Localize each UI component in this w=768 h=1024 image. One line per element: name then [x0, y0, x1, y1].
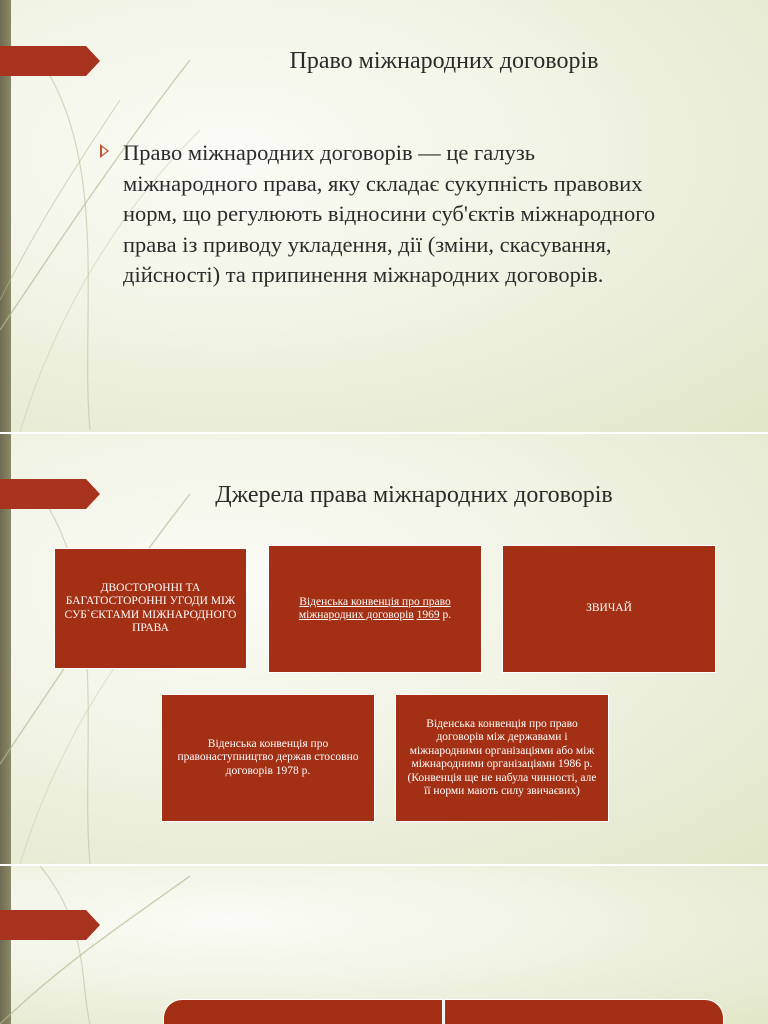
arrow-bullet-icon [100, 144, 109, 158]
source-box-custom-text: ЗВИЧАЙ [586, 602, 632, 615]
source-box-treaties-text: ДВОСТОРОННІ ТА БАГАТОСТОРОННІ УГОДИ МІЖ СУБ`ЄКТАМИ МІЖНАРОДНОГО ПРАВА [64, 581, 237, 634]
source-box-custom [503, 546, 715, 672]
source-box-vienna-1969 [269, 546, 481, 672]
source-box-treaties [55, 549, 246, 668]
partial-box-right [445, 1000, 723, 1024]
slide-2-title: Джерела права міжнародних договорів [215, 482, 613, 508]
source-box-vienna-1978-text: Віденська конвенція про правонаступництво держав стосовно договорів 1978 р. [177, 737, 359, 777]
source-box-vienna-1978 [162, 695, 374, 821]
slide-3 [0, 866, 768, 1024]
partial-box-left [164, 1000, 442, 1024]
slide-left-bar [0, 866, 11, 1024]
slide-2 [0, 434, 768, 864]
vienna-1969-link[interactable]: Віденська конвенція про право міжнародних договорів [298, 595, 451, 621]
ribbon-arrow [0, 910, 100, 940]
source-box-vienna-1986 [396, 695, 608, 821]
bullet-text: Право міжнародних договорів — це галузь міжнародного права, яку складає сукупність правових норм, що регулюють відносини суб'єктів міжнародного права із приводу укладення, дії (зміни, скасування, дійсності) та припинення міжнародних договорів. [123, 140, 656, 287]
slide-1 [0, 0, 768, 432]
bullet-item [100, 138, 660, 291]
vienna-1969-year-link[interactable]: 1969 [416, 609, 440, 621]
vienna-1969-suffix: р. [439, 609, 452, 621]
slide-1-title: Право міжнародних договорів [289, 48, 599, 74]
source-box-vienna-1986-text: Віденська конвенція про право договорів між державами і міжнародними організаціями або між міжнародними організаціями 1986 р. (Конвенція ще не набула чинності, але її норми мають силу звичаєвих) [407, 717, 597, 797]
